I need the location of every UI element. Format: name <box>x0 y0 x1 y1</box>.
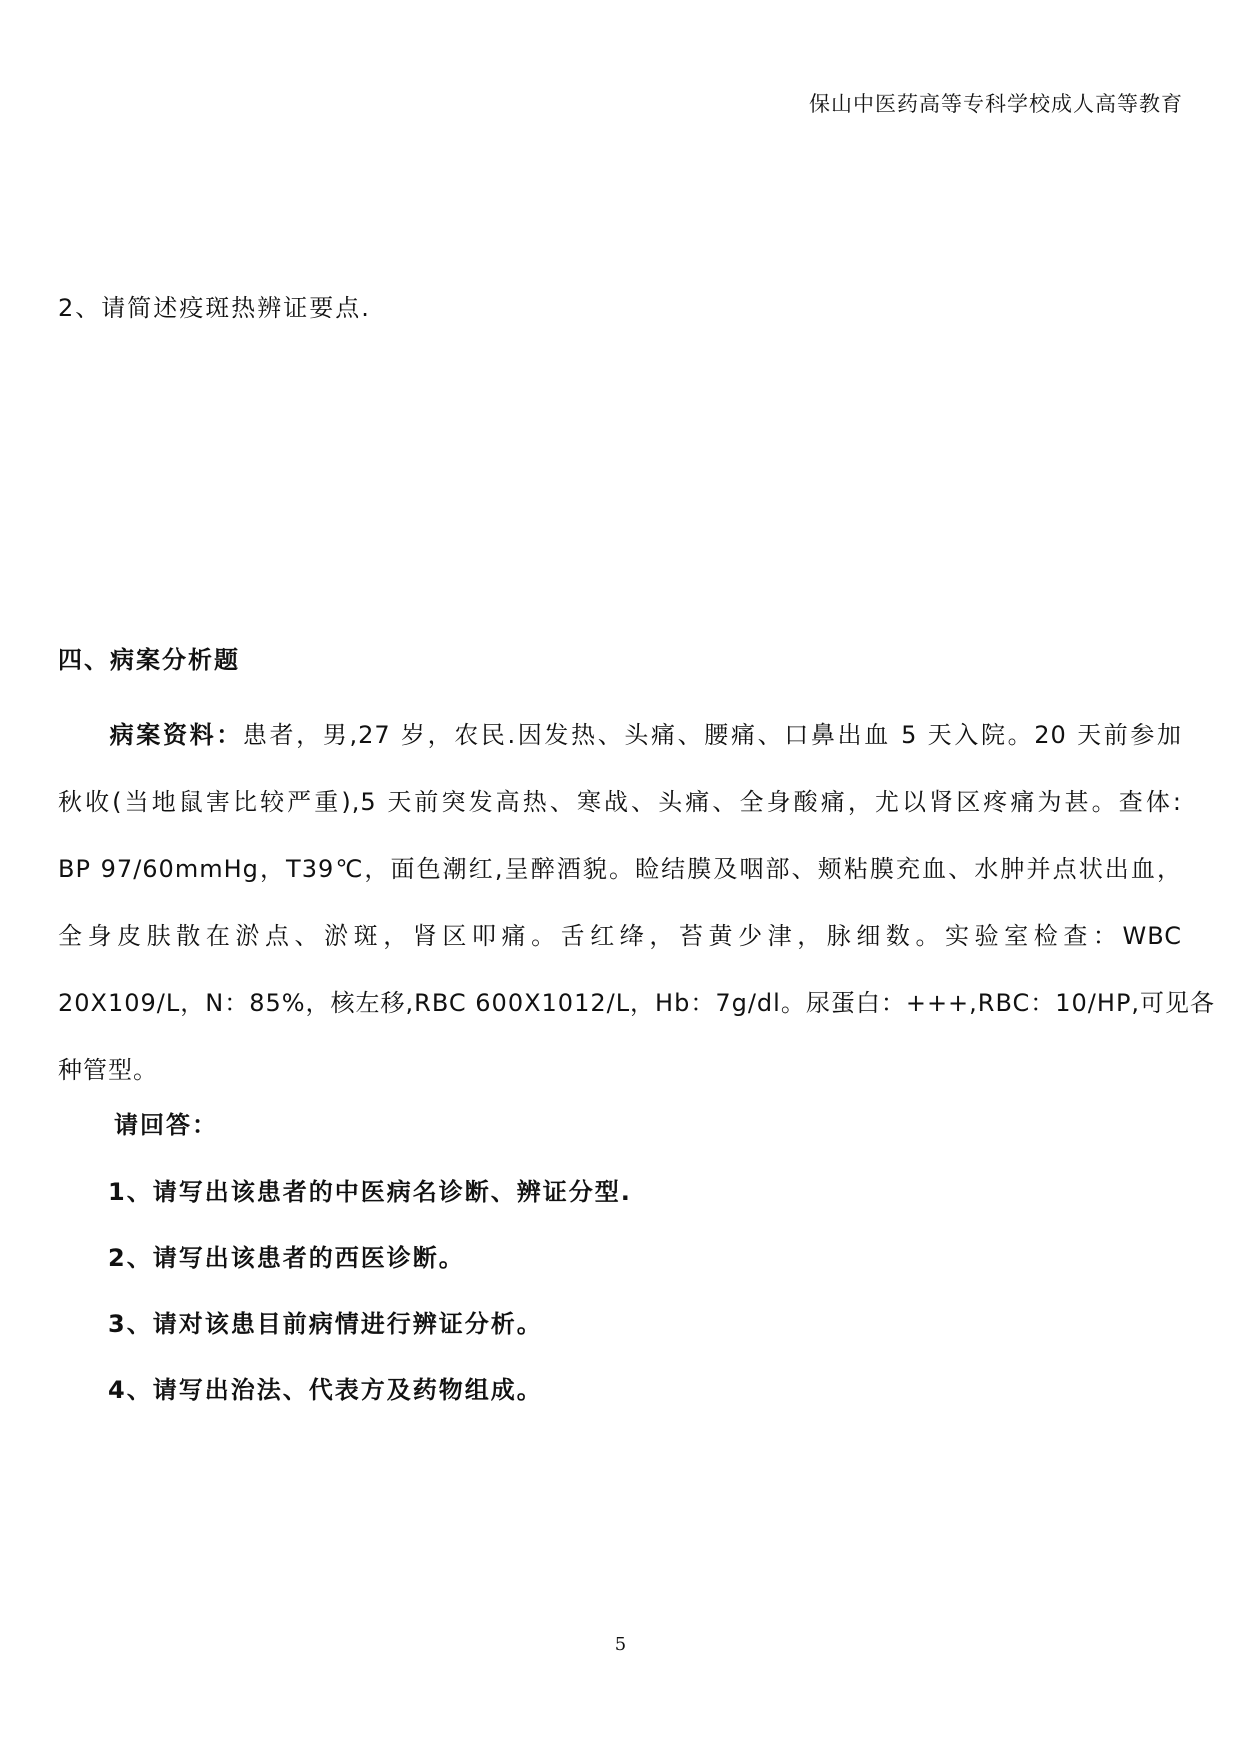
answer-item-2: 2、请写出该患者的西医诊断。 <box>108 1244 465 1272</box>
case-line-2: 秋收(当地鼠害比较严重),5 天前突发高热、寒战、头痛、全身酸痛，尤以肾区疼痛为甚。查体: <box>58 788 1182 816</box>
case-line-5: 20X109/L，N：85%，核左移,RBC 600X1012/L，Hb：7g/dl。尿蛋白：+++,RBC：10/HP,可见各 <box>58 989 1216 1017</box>
answer-item-3: 3、请对该患目前病情进行辨证分析。 <box>108 1310 543 1338</box>
page-number: 5 <box>614 1634 627 1655</box>
case-line-3: BP 97/60mmHg，T39℃，面色潮红,呈醉酒貌。睑结膜及咽部、颊粘膜充血、水肿并点状出血， <box>58 855 1182 883</box>
answers-title: 请回答： <box>114 1111 218 1139</box>
question-2: 2、请简述疫斑热辨证要点. <box>58 294 371 322</box>
section-title: 四、病案分析题 <box>58 646 240 674</box>
case-line-1 <box>58 702 1182 769</box>
answer-item-4: 4、请写出治法、代表方及药物组成。 <box>108 1376 543 1404</box>
case-line-4: 全身皮肤散在淤点、淤斑，肾区叩痛。舌红绛，苔黄少津，脉细数。实验室检查：WBC <box>58 922 1182 950</box>
case-text: 患者，男,27 岁，农民.因发热、头痛、腰痛、口鼻出血 5 天入院。20 天前参加 <box>242 721 1183 749</box>
case-paragraph <box>58 702 1216 1104</box>
case-line-6: 种管型。 <box>58 1056 158 1084</box>
answer-item-1: 1、请写出该患者的中医病名诊断、辨证分型. <box>108 1178 632 1206</box>
page-header: 保山中医药高等专科学校成人高等教育 <box>809 92 1183 116</box>
case-label: 病案资料： <box>108 721 243 749</box>
